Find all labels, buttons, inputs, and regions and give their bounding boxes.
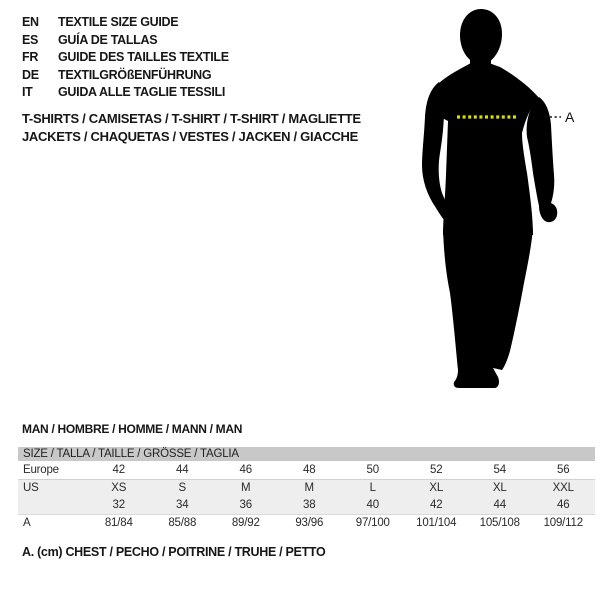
size-cell: 81/84 bbox=[104, 516, 133, 529]
size-cell: 52 bbox=[430, 463, 443, 476]
size-cell: M bbox=[304, 481, 314, 494]
size-cell: XS bbox=[111, 481, 127, 494]
size-cell: 46 bbox=[557, 498, 570, 511]
table-row-chest-a bbox=[18, 514, 595, 532]
size-cell: L bbox=[369, 481, 376, 494]
size-cell: 56 bbox=[557, 463, 570, 476]
category-line-jackets: JACKETS / CHAQUETAS / VESTES / JACKEN / GIACCHE bbox=[22, 129, 358, 144]
language-code: FR bbox=[22, 50, 39, 64]
size-cell: 48 bbox=[303, 463, 316, 476]
size-cell: M bbox=[241, 481, 251, 494]
table-row-us-numeric bbox=[18, 496, 595, 514]
size-cell: 89/92 bbox=[231, 516, 260, 529]
size-cell: 85/88 bbox=[168, 516, 197, 529]
size-cell: 36 bbox=[239, 498, 252, 511]
silhouette-right-arm bbox=[527, 97, 558, 222]
language-row bbox=[22, 14, 229, 32]
category-line-tshirts: T-SHIRTS / CAMISETAS / T-SHIRT / T-SHIRT / MAGLIETTE bbox=[22, 111, 361, 126]
size-cell: 50 bbox=[366, 463, 379, 476]
size-cell: XL bbox=[429, 481, 444, 494]
size-cell: 105/108 bbox=[479, 516, 520, 529]
language-code: DE bbox=[22, 67, 39, 82]
gender-section-title: MAN / HOMBRE / HOMME / MANN / MAN bbox=[22, 422, 243, 436]
size-cell: XXL bbox=[552, 481, 574, 494]
size-cell: XL bbox=[492, 481, 507, 494]
language-title: TEXTILE SIZE GUIDE bbox=[58, 15, 179, 29]
table-row-europe bbox=[18, 461, 595, 479]
language-title: GUÍA DE TALLAS bbox=[58, 32, 158, 47]
size-cell: 101/104 bbox=[416, 516, 457, 529]
language-list bbox=[22, 14, 229, 102]
size-table bbox=[18, 447, 595, 531]
measure-label-a: A bbox=[565, 109, 575, 125]
language-title: TEXTILGRÖßENFÜHRUNG bbox=[58, 67, 212, 82]
size-cell: 42 bbox=[112, 463, 125, 476]
language-row bbox=[22, 67, 229, 85]
language-row bbox=[22, 49, 229, 67]
language-title: GUIDA ALLE TAGLIE TESSILI bbox=[58, 85, 226, 99]
measurement-footnote: A. (cm) CHEST / PECHO / POITRINE / TRUHE / PETTO bbox=[22, 545, 326, 559]
man-silhouette-figure bbox=[410, 5, 600, 400]
language-title: GUIDE DES TAILLES TEXTILE bbox=[58, 50, 229, 64]
language-row bbox=[22, 32, 229, 50]
size-cell: 93/96 bbox=[295, 516, 324, 529]
category-lines bbox=[22, 110, 361, 146]
size-cell: 44 bbox=[176, 463, 189, 476]
size-cell: 109/112 bbox=[543, 516, 583, 529]
row-label: US bbox=[23, 481, 39, 494]
language-row bbox=[22, 84, 229, 102]
row-label: Europe bbox=[23, 463, 59, 476]
size-table-header: SIZE / TALLA / TAILLE / GRÖSSE / TAGLIA bbox=[18, 447, 595, 461]
table-row-us bbox=[18, 479, 595, 497]
language-code: EN bbox=[22, 15, 39, 29]
size-cell: 42 bbox=[430, 498, 443, 511]
silhouette-legs bbox=[443, 229, 533, 388]
language-code: ES bbox=[22, 32, 39, 47]
size-cell: 38 bbox=[303, 498, 316, 511]
size-cell: 40 bbox=[366, 498, 379, 511]
size-cell: S bbox=[178, 481, 186, 494]
size-cell: 46 bbox=[239, 463, 252, 476]
size-cell: 44 bbox=[493, 498, 506, 511]
language-code: IT bbox=[22, 85, 33, 99]
size-cell: 97/100 bbox=[355, 516, 390, 529]
man-silhouette-svg bbox=[410, 5, 600, 400]
size-cell: 54 bbox=[493, 463, 506, 476]
size-cell: 34 bbox=[176, 498, 189, 511]
row-label: A bbox=[23, 516, 31, 529]
size-cell: 32 bbox=[112, 498, 125, 511]
